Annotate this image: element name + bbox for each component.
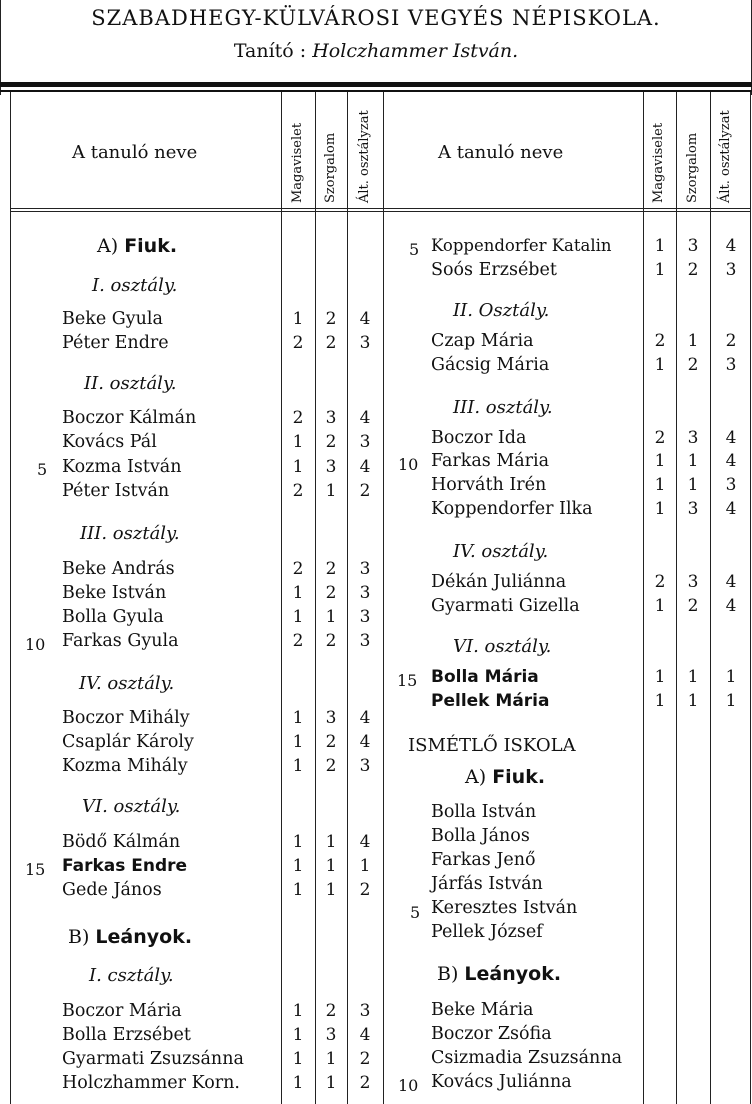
grade: 3 bbox=[687, 236, 699, 256]
student-name: Bolla János bbox=[431, 826, 530, 846]
student-name: Gede János bbox=[62, 880, 162, 900]
class-heading: I. csztály. bbox=[89, 965, 174, 986]
section-heading: ISMÉTLŐ ISKOLA bbox=[408, 735, 576, 756]
grade: 2 bbox=[325, 432, 337, 452]
grade: 4 bbox=[359, 1025, 371, 1045]
grade: 4 bbox=[725, 499, 737, 519]
student-name: Péter István bbox=[62, 481, 170, 501]
grade: 1 bbox=[325, 1049, 337, 1069]
grade: 2 bbox=[359, 1049, 371, 1069]
row-number: 5 bbox=[409, 240, 420, 259]
grade: 1 bbox=[292, 309, 304, 329]
grade: 3 bbox=[687, 572, 699, 592]
grade: 1 bbox=[654, 691, 666, 711]
grade: 1 bbox=[687, 475, 699, 495]
col-conduct: Magaviselet bbox=[290, 122, 305, 203]
row-number: 15 bbox=[397, 671, 418, 690]
grade: 1 bbox=[292, 1025, 304, 1045]
student-name: Péter Endre bbox=[62, 333, 169, 353]
student-name: Holczhammer Korn. bbox=[62, 1073, 240, 1093]
class-heading: I. osztály. bbox=[92, 275, 178, 296]
grade: 2 bbox=[359, 880, 371, 900]
grade: 2 bbox=[687, 355, 699, 375]
student-name: Beke Gyula bbox=[62, 309, 163, 329]
grade: 1 bbox=[292, 756, 304, 776]
student-name: Kovács Juliánna bbox=[431, 1072, 572, 1092]
teacher-line bbox=[0, 40, 752, 62]
student-name: Dékán Juliánna bbox=[431, 572, 567, 592]
grade: 1 bbox=[292, 832, 304, 852]
grade: 3 bbox=[725, 475, 737, 495]
grade: 1 bbox=[654, 260, 666, 280]
grade: 1 bbox=[325, 607, 337, 627]
class-heading: VI. osztály. bbox=[453, 636, 552, 657]
divider bbox=[676, 92, 677, 1104]
grade: 4 bbox=[725, 596, 737, 616]
grade: 1 bbox=[687, 691, 699, 711]
student-name: Boczor Ida bbox=[431, 428, 527, 448]
class-heading: II. osztály. bbox=[84, 373, 177, 394]
student-name: Járfás István bbox=[431, 874, 543, 894]
grade: 1 bbox=[325, 880, 337, 900]
grade: 2 bbox=[325, 583, 337, 603]
class-heading: III. osztály. bbox=[80, 523, 180, 544]
grade: 1 bbox=[292, 1049, 304, 1069]
student-name: Beke András bbox=[62, 559, 175, 579]
divider bbox=[750, 92, 751, 1104]
student-name: Pellek Mária bbox=[431, 691, 550, 711]
class-heading: VI. osztály. bbox=[82, 796, 181, 817]
grade: 3 bbox=[359, 1001, 371, 1021]
teacher-name: Holczhammer István. bbox=[312, 40, 519, 62]
grade: 1 bbox=[325, 832, 337, 852]
grade: 1 bbox=[359, 856, 371, 876]
header-rule bbox=[10, 208, 750, 209]
teacher-label: Tanító : bbox=[233, 40, 307, 62]
divider bbox=[383, 92, 384, 1104]
grade: 3 bbox=[325, 1025, 337, 1045]
grade: 2 bbox=[292, 333, 304, 353]
grade: 4 bbox=[359, 309, 371, 329]
page-title: SZABADHEGY-KÜLVÁROSI VEGYÉS NÉPISKOLA. bbox=[91, 6, 661, 30]
grade: 3 bbox=[725, 355, 737, 375]
grade: 1 bbox=[292, 607, 304, 627]
group-heading: A) Fiuk. bbox=[465, 766, 546, 788]
grade: 1 bbox=[292, 732, 304, 752]
student-name: Gyarmati Zsuzsánna bbox=[62, 1049, 244, 1069]
student-name: Csizmadia Zsuzsánna bbox=[431, 1048, 623, 1068]
row-number: 5 bbox=[410, 903, 421, 922]
grade: 2 bbox=[325, 559, 337, 579]
grade: 4 bbox=[359, 708, 371, 728]
grade: 3 bbox=[687, 499, 699, 519]
grade: 2 bbox=[654, 428, 666, 448]
grade: 2 bbox=[292, 631, 304, 651]
group-heading: A) Fiuk. bbox=[97, 235, 178, 257]
student-name: Czap Mária bbox=[431, 331, 534, 351]
grade: 1 bbox=[687, 451, 699, 471]
grade: 2 bbox=[654, 331, 666, 351]
grade: 3 bbox=[359, 756, 371, 776]
grade: 4 bbox=[725, 451, 737, 471]
grade: 2 bbox=[292, 481, 304, 501]
grade: 1 bbox=[292, 708, 304, 728]
grade: 1 bbox=[325, 481, 337, 501]
grade: 1 bbox=[325, 1073, 337, 1093]
grade: 3 bbox=[359, 631, 371, 651]
col-overall: Ált. osztályzat bbox=[718, 110, 733, 203]
student-name: Pellek József bbox=[431, 922, 543, 942]
divider bbox=[347, 92, 348, 1104]
grade: 1 bbox=[687, 667, 699, 687]
grade: 3 bbox=[359, 333, 371, 353]
student-name: Bolla Erzsébet bbox=[62, 1025, 191, 1045]
class-heading: III. osztály. bbox=[453, 397, 553, 418]
divider bbox=[281, 92, 282, 1104]
header-rule bbox=[10, 211, 750, 212]
grade: 1 bbox=[654, 451, 666, 471]
col-diligence: Szorgalom bbox=[323, 132, 338, 203]
student-name: Bolla István bbox=[431, 802, 537, 822]
grade: 4 bbox=[359, 832, 371, 852]
grade: 1 bbox=[654, 499, 666, 519]
grade: 3 bbox=[359, 583, 371, 603]
grade: 2 bbox=[325, 631, 337, 651]
grade: 2 bbox=[654, 572, 666, 592]
grade: 3 bbox=[687, 428, 699, 448]
grade: 2 bbox=[325, 1001, 337, 1021]
grade: 1 bbox=[292, 1073, 304, 1093]
col-conduct: Magaviselet bbox=[651, 122, 666, 203]
student-name: Farkas Gyula bbox=[62, 631, 179, 651]
student-name: Beke István bbox=[62, 583, 167, 603]
grade: 1 bbox=[292, 1001, 304, 1021]
grade: 1 bbox=[292, 583, 304, 603]
student-name: Keresztes István bbox=[431, 898, 578, 918]
divider bbox=[643, 92, 644, 1104]
thick-rule bbox=[0, 82, 752, 87]
grade: 1 bbox=[292, 856, 304, 876]
grade: 2 bbox=[325, 756, 337, 776]
grade: 1 bbox=[292, 457, 304, 477]
grade: 3 bbox=[359, 432, 371, 452]
grade: 2 bbox=[325, 333, 337, 353]
student-name: Boczor Mária bbox=[62, 1001, 182, 1021]
group-heading: B) Leányok. bbox=[437, 963, 562, 985]
student-name: Beke Mária bbox=[431, 1000, 534, 1020]
divider bbox=[315, 92, 316, 1104]
divider bbox=[10, 92, 11, 1104]
grade: 2 bbox=[325, 309, 337, 329]
row-number: 15 bbox=[25, 860, 46, 879]
grade: 4 bbox=[359, 457, 371, 477]
col-overall: Ált. osztályzat bbox=[357, 110, 372, 203]
student-name: Koppendorfer Katalin bbox=[431, 236, 612, 255]
student-name: Boczor Kálmán bbox=[62, 408, 197, 428]
student-name: Kozma Mihály bbox=[62, 756, 188, 776]
grade: 1 bbox=[654, 475, 666, 495]
grade: 3 bbox=[325, 457, 337, 477]
student-name: Soós Erzsébet bbox=[431, 260, 557, 280]
grade: 1 bbox=[687, 331, 699, 351]
grade: 1 bbox=[654, 667, 666, 687]
grade: 4 bbox=[359, 732, 371, 752]
student-name: Gyarmati Gizella bbox=[431, 596, 580, 616]
grade: 3 bbox=[359, 607, 371, 627]
grade: 1 bbox=[725, 667, 737, 687]
row-number: 10 bbox=[398, 1076, 419, 1095]
grade: 4 bbox=[725, 236, 737, 256]
student-name: Boczor Mihály bbox=[62, 708, 190, 728]
grade: 4 bbox=[725, 572, 737, 592]
grade: 2 bbox=[687, 596, 699, 616]
student-name: Bolla Mária bbox=[431, 667, 539, 687]
row-number: 5 bbox=[37, 460, 48, 479]
grade: 2 bbox=[359, 1073, 371, 1093]
group-heading: B) Leányok. bbox=[68, 926, 193, 948]
student-name: Farkas Jenő bbox=[431, 850, 536, 870]
grade: 3 bbox=[325, 708, 337, 728]
grade: 4 bbox=[359, 408, 371, 428]
student-name: Farkas Endre bbox=[62, 856, 188, 876]
grade: 2 bbox=[325, 732, 337, 752]
row-number: 10 bbox=[398, 455, 419, 474]
student-name: Bolla Gyula bbox=[62, 607, 164, 627]
grade: 2 bbox=[687, 260, 699, 280]
grade: 1 bbox=[292, 432, 304, 452]
class-heading: IV. osztály. bbox=[79, 673, 175, 694]
col-name: A tanuló neve bbox=[438, 142, 564, 163]
col-name: A tanuló neve bbox=[72, 142, 198, 163]
student-name: Bödő Kálmán bbox=[62, 832, 181, 852]
student-name: Kovács Pál bbox=[62, 432, 157, 452]
student-name: Boczor Zsófia bbox=[431, 1024, 552, 1044]
student-name: Csaplár Károly bbox=[62, 732, 194, 752]
student-name: Gácsig Mária bbox=[431, 355, 550, 375]
class-heading: II. Osztály. bbox=[453, 300, 550, 321]
grade: 1 bbox=[654, 236, 666, 256]
grade: 1 bbox=[725, 691, 737, 711]
grade: 3 bbox=[325, 408, 337, 428]
student-name: Farkas Mária bbox=[431, 451, 550, 471]
row-number: 10 bbox=[25, 635, 46, 654]
grade: 1 bbox=[292, 880, 304, 900]
grade: 1 bbox=[654, 596, 666, 616]
grade: 3 bbox=[725, 260, 737, 280]
student-name: Koppendorfer Ilka bbox=[431, 499, 593, 519]
col-diligence: Szorgalom bbox=[685, 132, 700, 203]
grade: 1 bbox=[654, 355, 666, 375]
student-name: Horváth Irén bbox=[431, 475, 547, 495]
class-heading: IV. osztály. bbox=[453, 541, 549, 562]
grade: 2 bbox=[292, 408, 304, 428]
grade: 2 bbox=[292, 559, 304, 579]
grade: 3 bbox=[359, 559, 371, 579]
grade: 2 bbox=[359, 481, 371, 501]
divider bbox=[710, 92, 711, 1104]
grade: 1 bbox=[325, 856, 337, 876]
grade: 4 bbox=[725, 428, 737, 448]
grade: 2 bbox=[725, 331, 737, 351]
student-name: Kozma István bbox=[62, 457, 182, 477]
thin-rule bbox=[0, 90, 752, 92]
